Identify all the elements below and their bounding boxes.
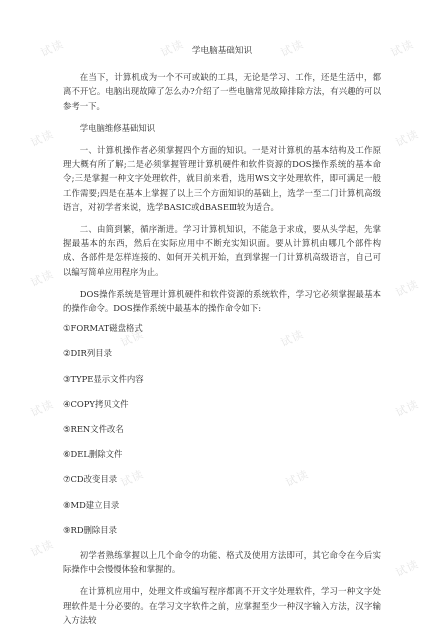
- watermark-text: 试读: [28, 397, 56, 420]
- section-heading: 学电脑维修基础知识: [79, 122, 156, 133]
- watermark-text: 试读: [393, 277, 421, 300]
- watermark-text: 试读: [393, 127, 421, 150]
- paragraph-2: 二、由简到繁，循序渐进。学习计算机知识，不能急于求成，要从头学起，先掌握最基本的东西，然后在实际应用中不断充实知识面。要从计算机由哪几个部件构成、各部件是怎样连接的、如何开关机开始，直到掌握一门计算机高级语言，自己可以编写简单应用程序为止。: [63, 224, 381, 277]
- document-body: [63, 44, 381, 635]
- watermark-text: 试读: [278, 327, 306, 350]
- watermark-text: 试读: [278, 37, 306, 60]
- list-item: ⑨RD删除目录: [63, 524, 118, 535]
- list-item: ④COPY拷贝文件: [63, 398, 129, 409]
- watermark-text: 试读: [28, 127, 56, 150]
- watermark-text: 试读: [283, 467, 311, 490]
- watermark-text: 试读: [38, 37, 66, 60]
- watermark-text: 试读: [118, 327, 146, 350]
- list-item: ③TYPE显示文件内容: [63, 373, 144, 384]
- list-item: ①FORMAT磁盘格式: [63, 323, 143, 334]
- watermark-text: 试读: [28, 267, 56, 290]
- paragraph-5: 在计算机应用中，处理文件或编写程序都离不开文字处理软件，学习一种文字处理软件是十分必要的。在学习文字软件之前，应掌握至少一种汉字输入方法，汉字输入方法较: [63, 586, 381, 625]
- list-item: ⑤REN文件改名: [63, 424, 124, 435]
- watermark-text: 试读: [158, 37, 186, 60]
- watermark-text: 试读: [388, 37, 416, 60]
- list-item: ⑧MD建立目录: [63, 499, 120, 510]
- watermark-text: 试读: [393, 557, 421, 580]
- list-item: ⑥DEL删除文件: [63, 449, 123, 460]
- paragraph-4: 初学者熟练掌握以上几个命令的功能、格式及使用方法即可，其它命令在今后实际操作中会慢慢体验和掌握的。: [63, 550, 381, 575]
- document-title: 学电脑基础知识: [191, 46, 253, 56]
- watermark-text: 试读: [393, 397, 421, 420]
- command-list: [63, 321, 381, 537]
- paragraph-3: DOS操作系统是管理计算机硬件和软件资源的系统软件，学习它必须掌握最基本的操作命令。DOS操作系统中最基本的操作命令如下:: [63, 288, 381, 314]
- watermark-text: 试读: [28, 537, 56, 560]
- intro-paragraph: 在当下，计算机成为一个不可或缺的工具，无论是学习、工作，还是生活中，都离不开它。电脑出现故障了怎么办?介绍了一些电脑常见故障排除方法，有兴趣的可以参考一下。: [63, 72, 381, 111]
- list-item: ②DIR列目录: [63, 348, 112, 359]
- paragraph-1: 一、计算机操作者必须掌握四个方面的知识。一是对计算机的基本结构及工作原理大概有所了解;二是必须掌握管理计算机硬件和软件资源的DOS操作系统的基本命令;三是掌握一种文字处理软件，就目前来看，选用WS文字处理软件，即可满足一般工作需要;四是在基本上掌握了以上三个方面知识的基础上，选学一至二门计算机高级语言，对初学者来说，选学BASIC或dBASEⅢ较为适合。: [63, 145, 381, 212]
- list-item: ⑦CD改变目录: [63, 474, 118, 485]
- watermark-text: 试读: [118, 467, 146, 490]
